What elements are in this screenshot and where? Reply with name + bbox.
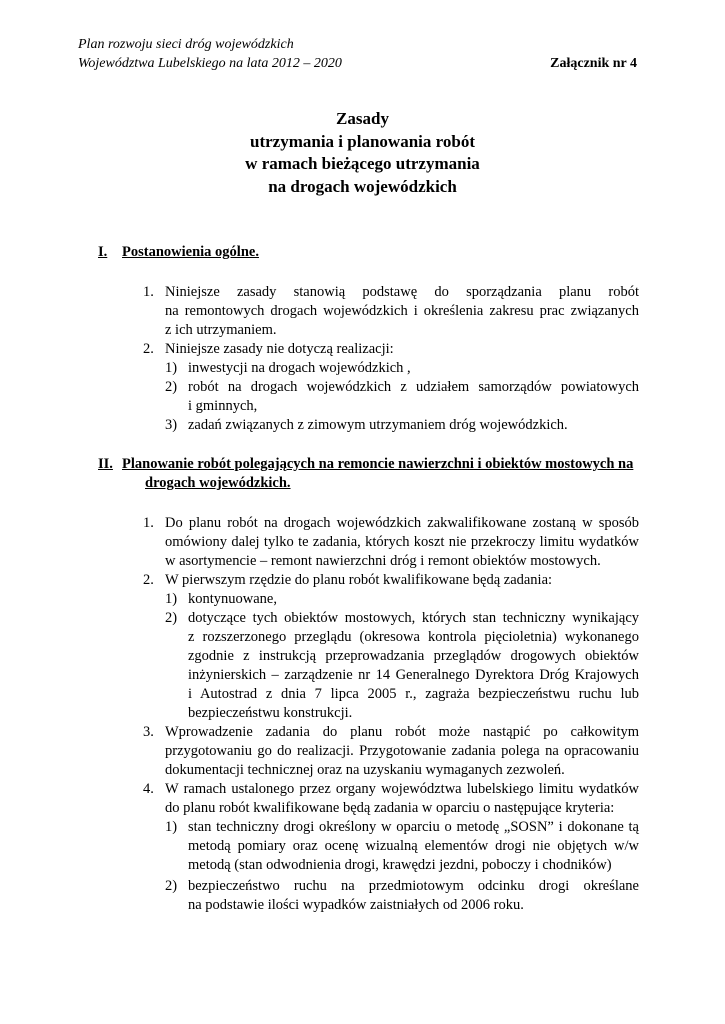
sublist-item-text: z rozszerzonego przeglądu (okresowa kontrola pięcioletnia) wykonanego: [188, 629, 639, 645]
list-item-number: 1.: [143, 284, 154, 300]
list-item-text: Niniejsze zasady stanowią podstawę do sporządzania planu robót: [165, 284, 639, 300]
sublist-item-text: kontynuowane,: [188, 591, 277, 607]
list-item-text: Wprowadzenie zadania do planu robót może nastąpić po całkowitym: [165, 724, 639, 740]
list-item-text: na remontowych drogach wojewódzkich i określenia zakresu prac związanych: [165, 303, 639, 319]
sublist-item-number: 1): [165, 591, 178, 607]
header-plan-subtitle: Województwa Lubelskiego na lata 2012 – 2020: [78, 56, 342, 71]
list-item-number: 4.: [143, 781, 154, 797]
section-1-heading: Postanowienia ogólne.: [122, 244, 259, 260]
sublist-item-text: zadań związanych z zimowym utrzymaniem dróg wojewódzkich.: [188, 417, 568, 433]
list-item-text: W ramach ustalonego przez organy województwa lubelskiego limitu wydatków: [165, 781, 639, 797]
list-item-text: Do planu robót na drogach wojewódzkich zakwalifikowane zostaną w sposób: [165, 515, 639, 531]
sublist-item-number: 1): [165, 819, 178, 835]
list-item-text: omówiony dalej tylko te zadania, których koszt nie przekroczy limitu wydatków: [165, 534, 639, 550]
sublist-item-text: i Autostrad z dnia 7 lipca 2005 r., zagraża bezpieczeństwu ruchu lub: [188, 686, 639, 702]
sublist-item-text: bezpieczeństwo ruchu na przedmiotowym odcinku drogi określane: [188, 878, 639, 894]
list-item-text: przygotowaniu go do realizacji. Przygotowanie zadania polega na opracowaniu: [165, 743, 639, 759]
list-item-text: z ich utrzymaniem.: [165, 322, 277, 338]
sublist-item-text: robót na drogach wojewódzkich z udziałem samorządów powiatowych: [188, 379, 639, 395]
sublist-item-text: inżynierskich – zarządzenie nr 14 Generalnego Dyrektora Dróg Krajowych: [188, 667, 639, 683]
list-item-text: dokumentacji technicznej oraz na uzyskaniu wymaganych zezwoleń.: [165, 762, 565, 778]
title-line: w ramach bieżącego utrzymania: [245, 154, 480, 173]
sublist-item-text: zgodnie z instrukcją przeprowadzania przeglądów drogowych obiektów: [188, 648, 639, 664]
sublist-item-number: 2): [165, 878, 178, 894]
section-1-number: I.: [98, 244, 108, 260]
title-line: na drogach wojewódzkich: [268, 176, 457, 196]
sublist-item-text: stan techniczny drogi określony w oparciu o metodę „SOSN” i dokonane tą: [188, 819, 639, 835]
list-item-text: W pierwszym rzędzie do planu robót kwalifikowane będą zadania:: [165, 572, 553, 588]
sublist-item-number: 1): [165, 360, 178, 376]
list-item-number: 3.: [143, 724, 154, 740]
list-item-number: 2.: [143, 572, 154, 588]
list-item-text: do planu robót kwalifikowane będą zadania w oparciu o następujące kryteria:: [165, 800, 615, 816]
sublist-item-number: 2): [165, 379, 178, 395]
sublist-item-text: i gminnych,: [188, 398, 258, 414]
sublist-item-number: 3): [165, 417, 178, 433]
title-line: utrzymania i planowania robót: [250, 131, 475, 151]
title-line: Zasady: [336, 109, 389, 128]
sublist-item-text: metodą pomiary oraz ocenę wizualną elementów drogi nie objętych w/w: [188, 838, 639, 854]
sublist-item-text: bezpieczeństwu konstrukcji.: [188, 705, 353, 721]
list-item-text: w asortymencie – remont nawierzchni dróg i remont obiektów mostowych.: [165, 553, 601, 569]
sublist-item-number: 2): [165, 610, 178, 626]
sublist-item-text: dotyczące tych obiektów mostowych, których stan techniczny wynikający: [188, 610, 639, 626]
annex-label: Załącznik nr 4: [550, 56, 637, 71]
sublist-item-text: inwestycji na drogach wojewódzkich ,: [188, 360, 411, 376]
list-item-number: 2.: [143, 341, 154, 357]
header-plan-title: Plan rozwoju sieci dróg wojewódzkich: [78, 37, 294, 52]
list-item-number: 1.: [143, 515, 154, 531]
section-2-heading: Planowanie robót polegających na remoncie nawierzchni i obiektów mostowych na: [122, 456, 634, 472]
sublist-item-text: metodą (stan odwodnienia drogi, krawędzi jezdni, poboczy i chodników): [188, 857, 612, 873]
document-title: [0, 108, 725, 198]
list-item-text: Niniejsze zasady nie dotyczą realizacji:: [165, 341, 394, 357]
section-2-heading-continued: drogach wojewódzkich.: [145, 475, 291, 491]
section-2-number: II.: [98, 456, 113, 472]
sublist-item-text: na podstawie ilości wypadków zaistniałych od 2006 roku.: [188, 897, 524, 913]
